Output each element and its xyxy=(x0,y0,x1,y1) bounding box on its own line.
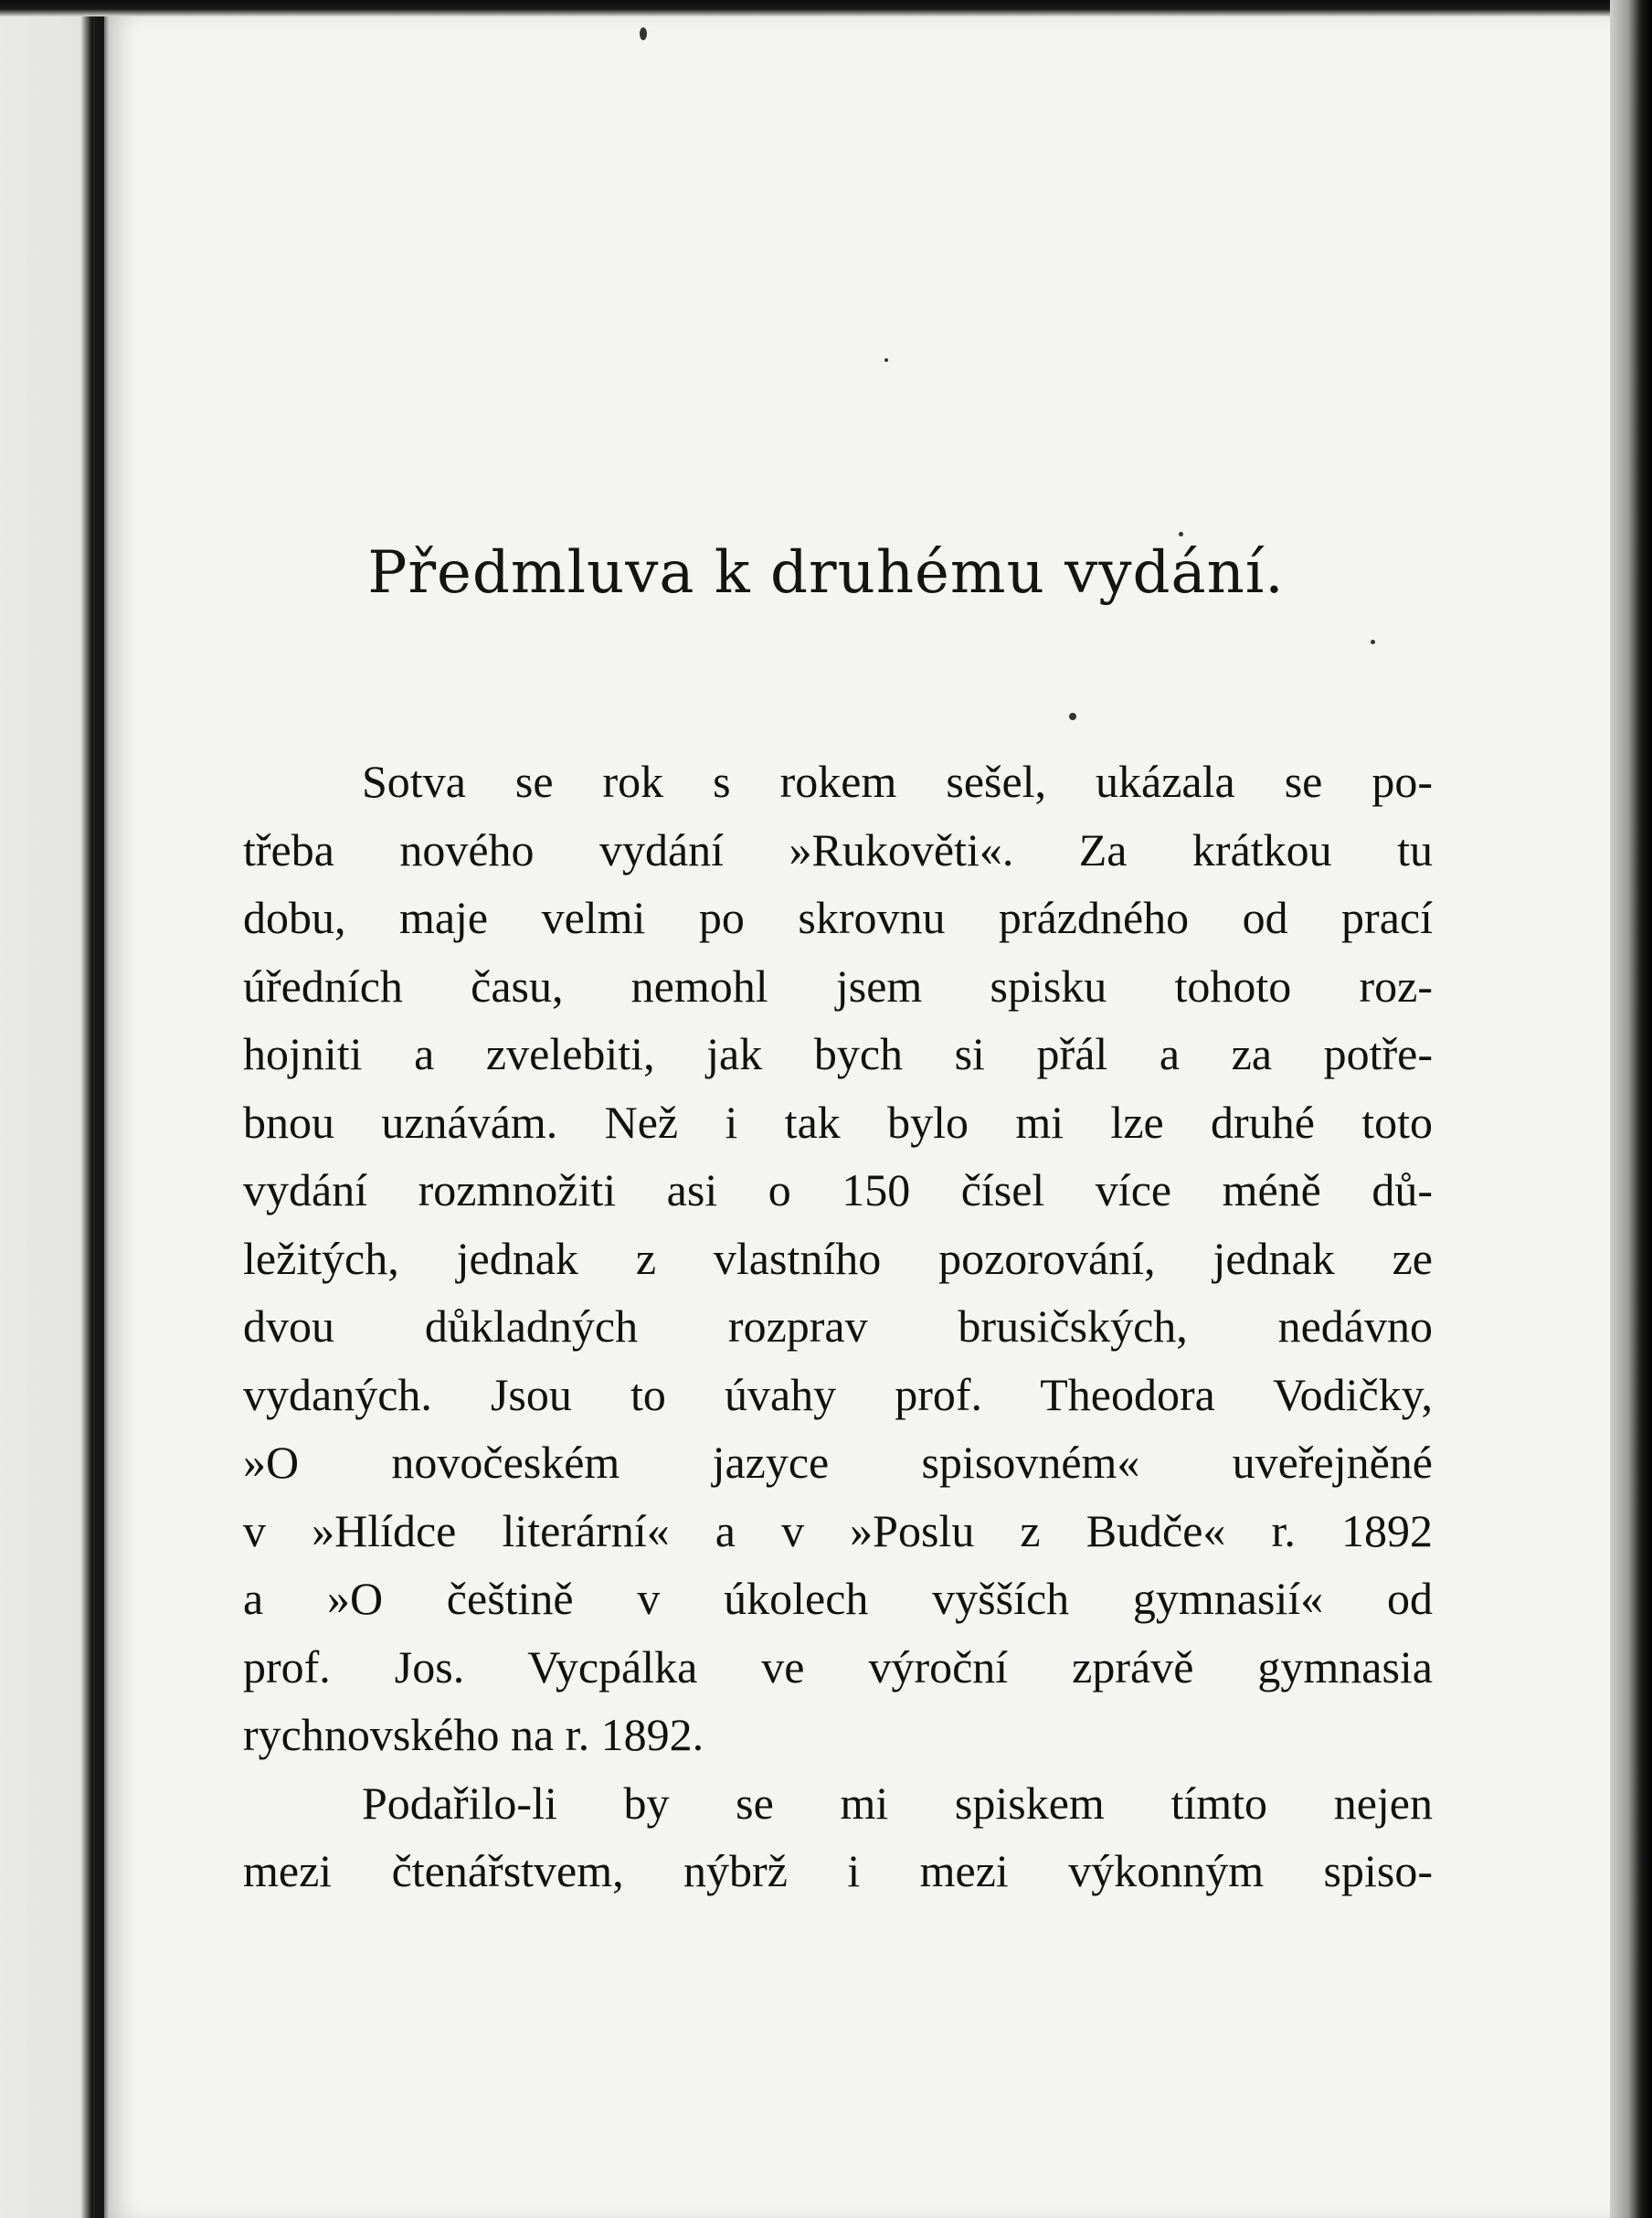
top-edge-shadow xyxy=(0,0,1652,16)
text-line: úředních času, nemohl jsem spisku tohoto roz- xyxy=(243,960,1433,1012)
text-line: v »Hlídce literární« a v »Poslu z Budče« r. 1892 xyxy=(243,1504,1433,1556)
text-line: Podařilo-li by se mi spiskem tímto nejen xyxy=(362,1777,1433,1829)
text-line: bnou uznávám. Než i tak bylo mi lze druhé toto xyxy=(243,1096,1433,1148)
text-line: Sotva se rok s rokem sešel, ukázala se po- xyxy=(362,756,1433,807)
dust-speck xyxy=(640,27,647,40)
paragraph-2 xyxy=(243,1769,1433,1905)
right-edge-shadow xyxy=(1610,0,1652,2218)
text-line: mezi čtenářstvem, nýbrž i mezi výkonným spiso- xyxy=(243,1845,1433,1896)
body-text xyxy=(243,748,1433,1905)
dust-speck xyxy=(1179,532,1183,536)
binding-shadow xyxy=(95,0,104,2218)
dust-speck xyxy=(884,358,888,362)
text-line: rychnovského na r. 1892. xyxy=(243,1709,704,1760)
text-line: vydání rozmnožiti asi o 150 čísel více méně dů- xyxy=(243,1164,1433,1215)
dust-speck xyxy=(1069,713,1076,720)
text-line: vydaných. Jsou to úvahy prof. Theodora Vodičky, xyxy=(243,1368,1433,1420)
text-line: dobu, maje velmi po skrovnu prázdného od prací xyxy=(243,892,1433,943)
text-line: »O novočeském jazyce spisovném« uveřejněné xyxy=(243,1437,1433,1488)
text-line: dvou důkladných rozprav brusičských, nedávno xyxy=(243,1300,1433,1352)
text-line: třeba nového vydání »Rukověti«. Za krátkou tu xyxy=(243,823,1433,876)
text-line: hojniti a zvelebiti, jak bych si přál a za potře- xyxy=(243,1028,1433,1079)
book-binding xyxy=(0,0,110,2218)
paragraph-1 xyxy=(243,748,1433,1769)
text-line: ležitých, jednak z vlastního pozorování, jednak ze xyxy=(243,1232,1433,1284)
page-heading: Předmluva k druhému vydání. xyxy=(367,539,1285,607)
text-line: a »O češtině v úkolech vyšších gymnasií« od xyxy=(243,1573,1433,1624)
text-line: prof. Jos. Vycpálka ve výroční zprávě gymnasia xyxy=(243,1640,1433,1693)
dust-speck xyxy=(1371,640,1375,644)
